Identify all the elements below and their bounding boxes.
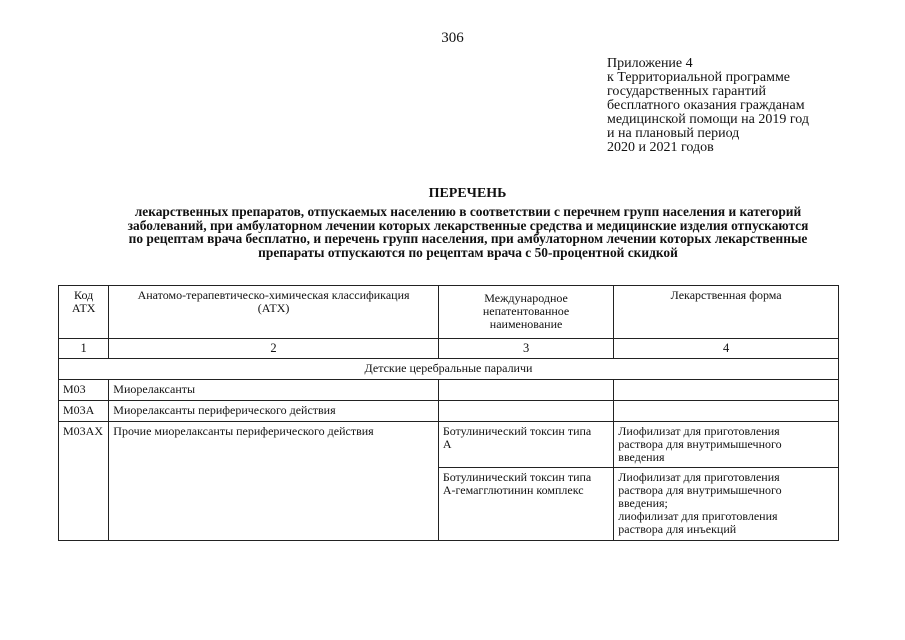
inn-cell: Ботулинический токсин типа А-гемагглютинин комплекс [438,468,613,541]
column-number: 3 [438,339,613,359]
subtitle-line: по рецептам врача бесплатно, и перечень групп населения, при амбулаторном лечении которых лекарственные [128,231,808,246]
atc-name: Прочие миорелаксанты периферического действия [109,422,439,541]
appendix-line: к Территориальной программе [607,70,791,85]
appendix-note [607,57,809,155]
atc-code: М03 [59,380,109,401]
subtitle-line: лекарственных препаратов, отпускаемых населению в соответствии с перечнем групп населения и категорий [134,204,802,219]
section-title: Детские церебральные параличи [59,359,839,380]
appendix-line: и на плановый период [607,126,740,141]
document-subtitle [78,205,858,259]
atc-code: М03А [59,401,109,422]
column-number: 2 [109,339,439,359]
page-number: 306 [441,30,464,46]
inn-cell [438,380,613,401]
table-header-row [59,286,839,339]
document-title: ПЕРЕЧЕНЬ [428,186,507,201]
column-number-row [59,339,839,359]
atc-name: Миорелаксанты [109,380,439,401]
header-code: Код АТХ [59,286,109,339]
header-form: Лекарственная форма [614,286,839,339]
inn-cell: Ботулинический токсин типа А [438,422,613,468]
appendix-line: государственных гарантий [607,84,766,99]
atc-code: М03АХ [59,422,109,541]
drug-list-table [58,285,839,541]
header-atc: Анатомо-терапевтическо-химическая классификация (АТХ) [109,286,439,339]
form-cell [614,380,839,401]
form-cell: Лиофилизат для приготовления раствора для внутримышечного введения; лиофилизат для приготовления раствора для инъекций [614,468,839,541]
form-cell [614,401,839,422]
column-number: 4 [614,339,839,359]
appendix-line: 2020 и 2021 годов [607,140,714,155]
section-row [59,359,839,380]
inn-cell [438,401,613,422]
subtitle-line: заболеваний, при амбулаторном лечении которых лекарственные средства и медицинские изделия отпускаются [127,217,809,233]
table-row [59,401,839,422]
atc-name: Миорелаксанты периферического действия [109,401,439,422]
table-row [59,380,839,401]
table-row [59,422,839,468]
column-number: 1 [59,339,109,359]
appendix-line: медицинской помощи на 2019 год [607,112,809,127]
form-cell: Лиофилизат для приготовления раствора для внутримышечного введения [614,422,839,468]
appendix-line: Приложение 4 [607,56,693,71]
header-inn: Международное непатентованное наименование [438,286,613,339]
subtitle-line: препараты отпускаются по рецептам врача с 50-процентной скидкой [258,244,678,260]
appendix-line: бесплатного оказания гражданам [607,98,805,113]
